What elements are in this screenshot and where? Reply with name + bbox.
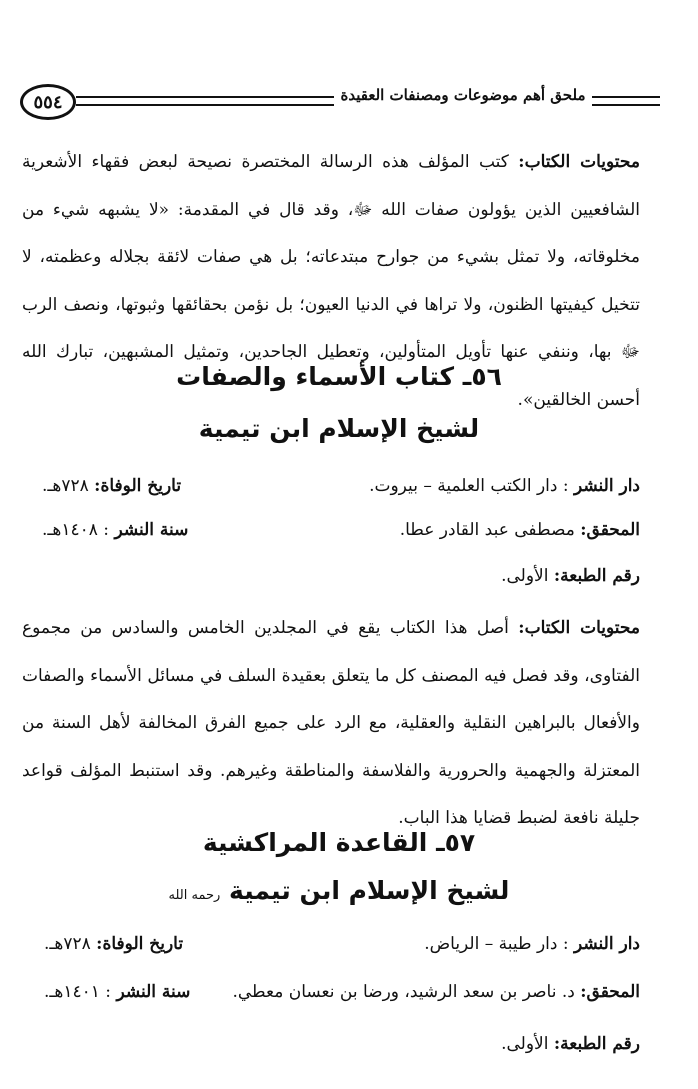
book-57-publisher-row [30, 934, 640, 964]
edition-value: الأولى. [501, 566, 554, 586]
publisher-value: : دار الكتب العلمية – بيروت. [369, 476, 574, 496]
death-value: ٧٢٨هـ. [42, 476, 95, 496]
edition-label: رقم الطبعة: [553, 566, 640, 586]
book-57-edition-row [30, 1034, 640, 1064]
editor-value: مصطفى عبد القادر عطا. [399, 520, 581, 540]
book-56-contents [22, 605, 640, 843]
publisher-value: : دار طيبة – الرياض. [424, 934, 574, 954]
editor-value: د. ناصر بن سعد الرشيد، ورضا بن نعسان معطي. [232, 982, 581, 1002]
death-label: تاريخ الوفاة: [96, 934, 184, 954]
book-56-edition-row [30, 566, 640, 596]
contents-label: محتويات الكتاب: [518, 618, 640, 638]
year-label: سنة النشر [116, 982, 191, 1002]
contents-text: كتب المؤلف هذه الرسالة المختصرة نصيحة لبعض فقهاء الأشعرية الشافعيين الذين يؤولون صفات الله ﷻ، وقد قال في المقدمة: «لا يشبهه شيء من مخلوقاته، ولا تمثل بشيء من جوارح مبتدعاته؛ بل هي صفات لائقة بجلاله وعظمته، لا تتخيل كيفيتها الظنون، ولا تراها في الدنيا العيون؛ بل نؤمن بحقائقها وثبوتها، ونصف الرب ﷻ بها، وننفي عنها تأويل المتأولين، وتعطيل الجاحدين، وتمثيل المشبهين، تبارك الله أحسن الخالقين». [22, 152, 640, 410]
page-number: ٥٥٤ [20, 84, 76, 120]
book-57-title: ٥٧ـ القاعدة المراكشية [202, 828, 476, 857]
publisher-label: دار النشر [574, 934, 640, 954]
year-value: : ١٤٠١هـ. [44, 982, 117, 1002]
running-title: ملحق أهم موضوعات ومصنفات العقيدة [340, 86, 586, 104]
death-field [42, 476, 181, 496]
year-field [42, 520, 188, 540]
running-header [20, 82, 660, 122]
publisher-label: دار النشر [574, 476, 640, 496]
header-rule [592, 96, 660, 106]
contents-text: أصل هذا الكتاب يقع في المجلدين الخامس والسادس من مجموع الفتاوى، وقد فصل فيه المصنف كل ما يتعلق بعقيدة السلف في مسائل الأسماء والصفات والأفعال بالبراهين النقلية والعقلية، مع الرد على جميع الفرق المخالفة لأهل السنة من المعتزلة والجهمية والحرورية والفلاسفة والمناطقة وغيرهم. وقد استنبط المؤلف قواعد جليلة نافعة لضبط قضايا هذا الباب. [22, 618, 640, 828]
death-label: تاريخ الوفاة: [94, 476, 182, 496]
editor-label: المحقق: [580, 520, 640, 540]
book-57-author: لشيخ الإسلام ابن تيمية [229, 876, 510, 905]
year-label: سنة النشر [114, 520, 189, 540]
death-value: ٧٢٨هـ. [44, 934, 97, 954]
contents-label: محتويات الكتاب: [518, 152, 640, 172]
edition-value: الأولى. [501, 1034, 554, 1054]
book-56-author: لشيخ الإسلام ابن تيمية [198, 414, 480, 443]
book-56-editor-row [30, 520, 640, 550]
header-rule [76, 96, 334, 106]
publisher-field [424, 934, 640, 954]
publisher-field [369, 476, 640, 496]
editor-field [400, 520, 640, 540]
editor-label: المحقق: [580, 982, 640, 1002]
year-value: : ١٤٠٨هـ. [42, 520, 115, 540]
edition-field [501, 566, 640, 586]
book-57-author-line [20, 876, 658, 905]
honorific: رحمه الله [168, 888, 221, 903]
book-56-title: ٥٦ـ كتاب الأسماء والصفات [176, 362, 502, 391]
edition-label: رقم الطبعة: [553, 1034, 640, 1054]
book-57-editor-row [30, 982, 640, 1012]
editor-field [232, 982, 640, 1002]
death-field [44, 934, 183, 954]
book-56-publisher-row [30, 476, 640, 506]
edition-field [501, 1034, 640, 1054]
year-field [44, 982, 190, 1002]
